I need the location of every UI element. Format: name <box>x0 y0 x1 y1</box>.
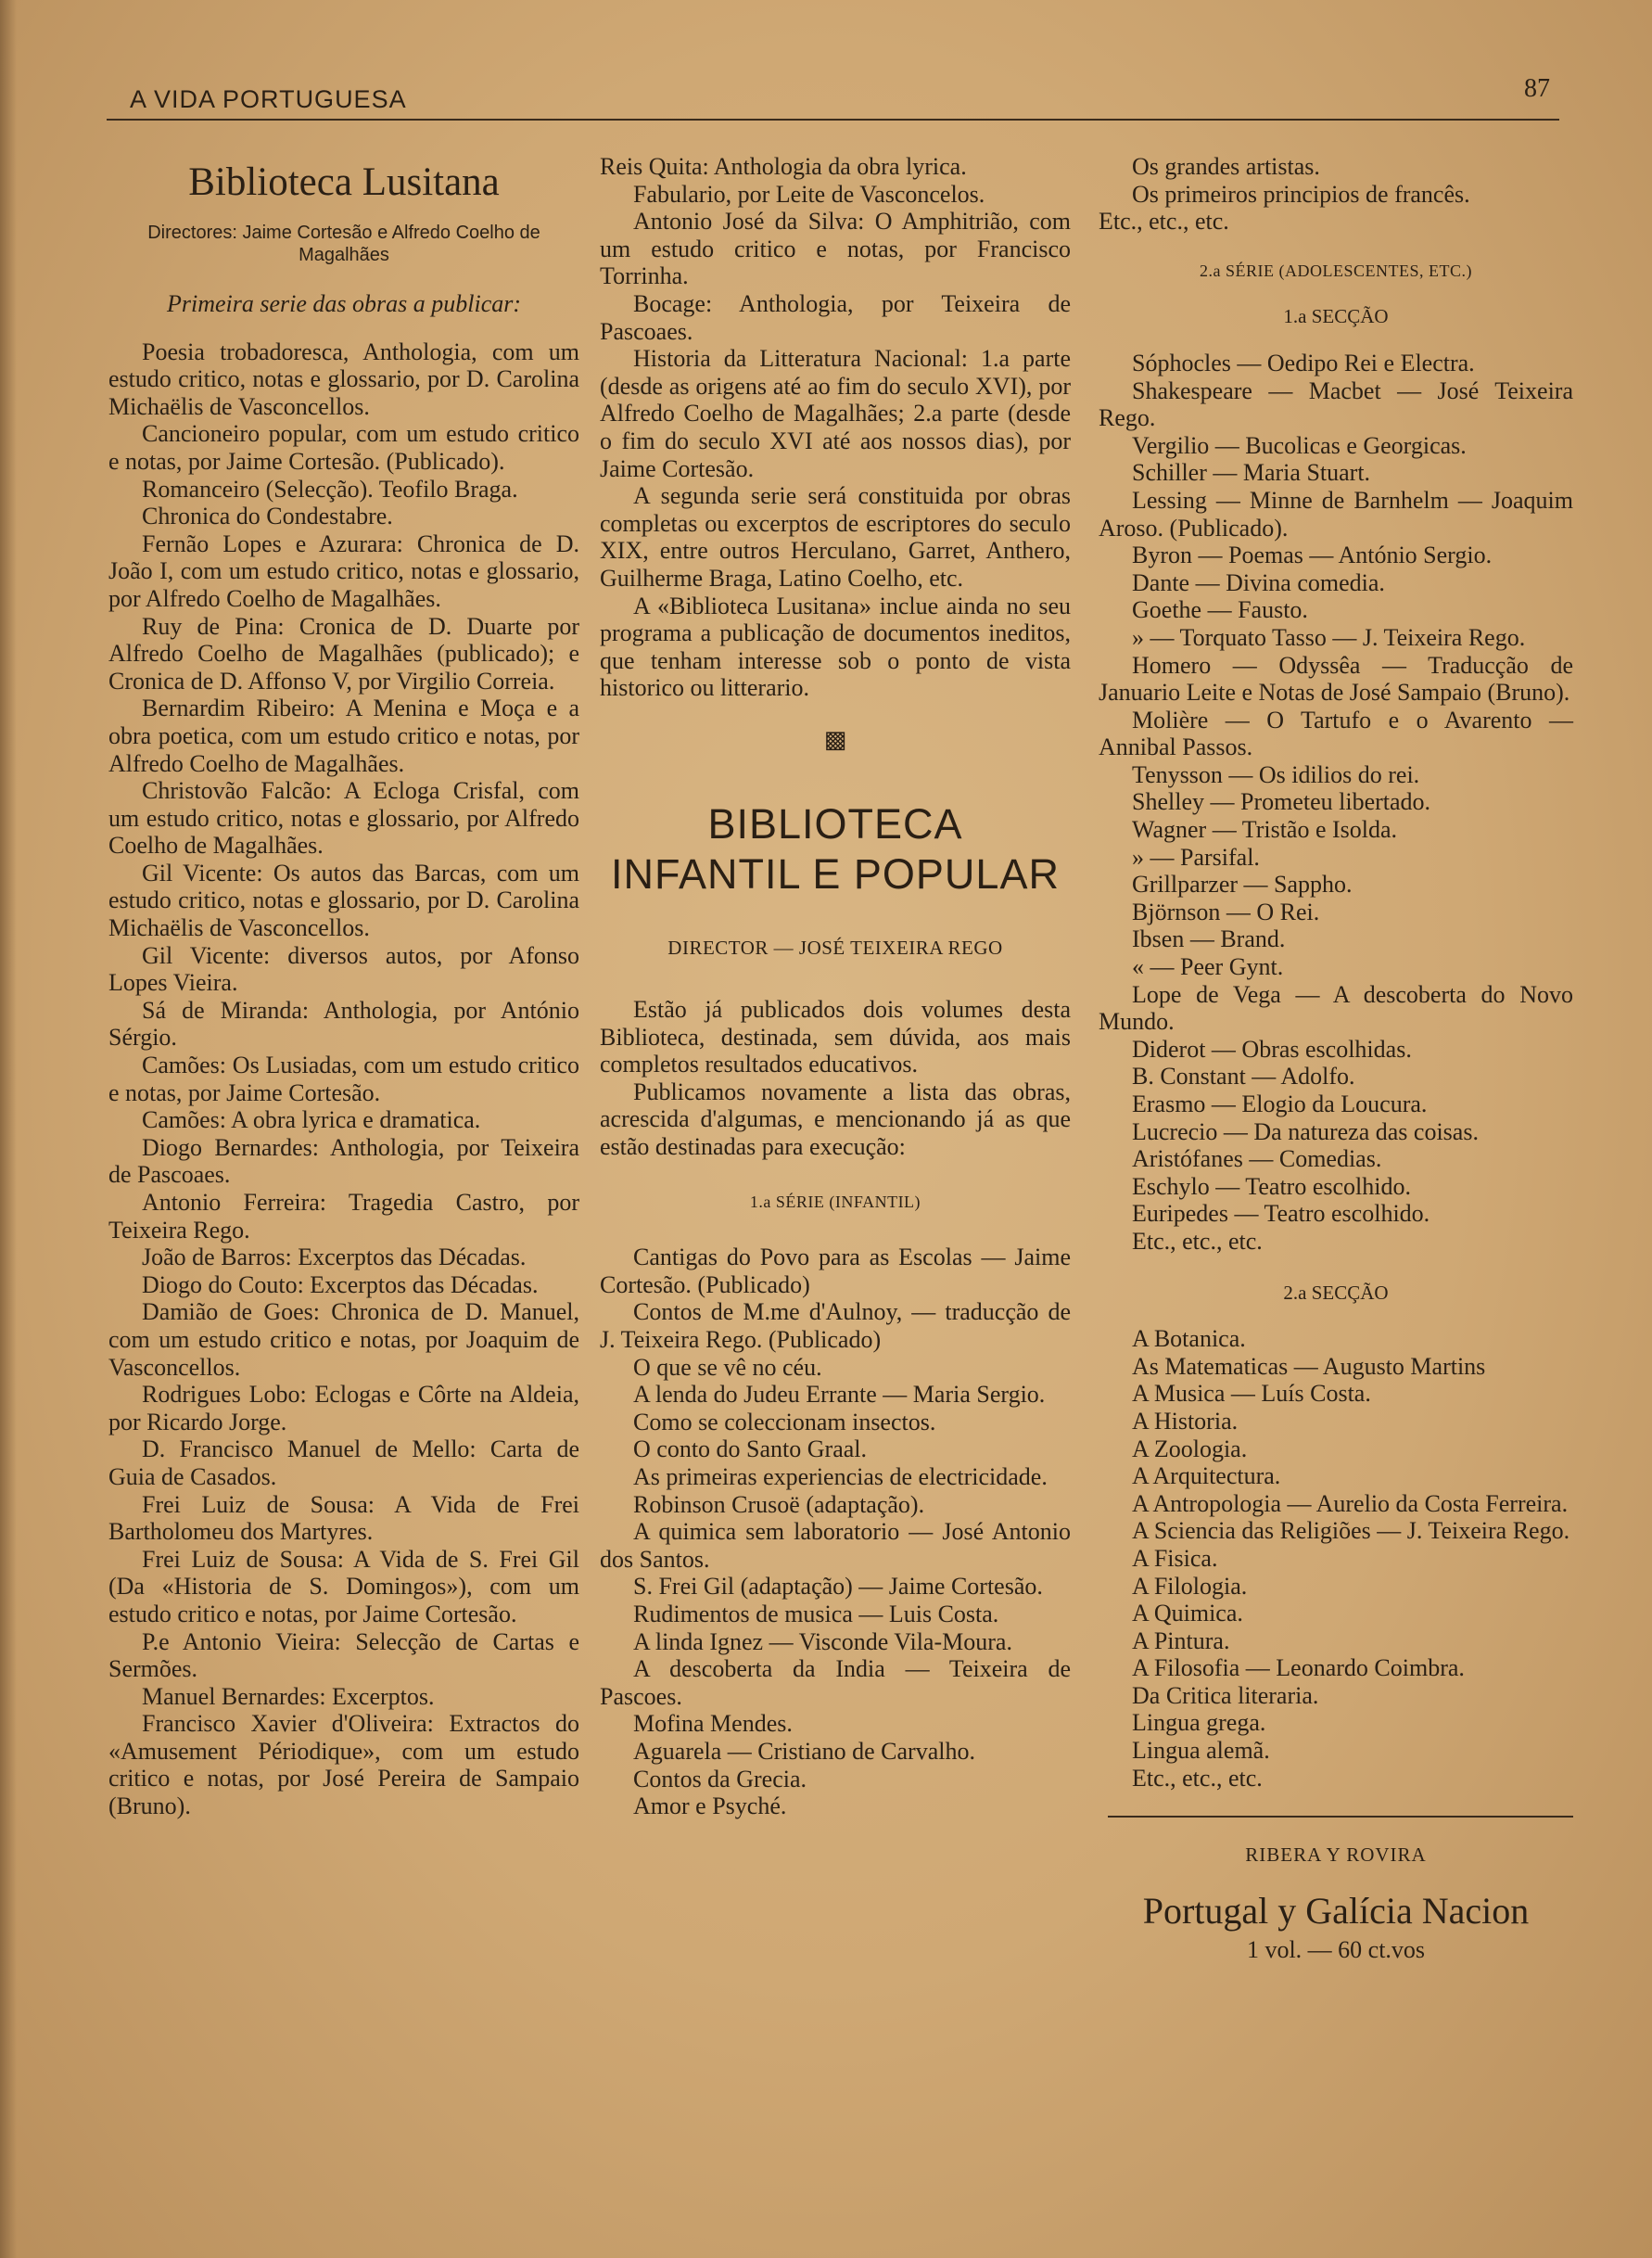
page-header <box>130 74 1559 119</box>
works-list-continued <box>600 153 1071 702</box>
list-item: Goethe — Fausto. <box>1132 596 1308 624</box>
list-item: Manuel Bernardes: Excerptos. <box>142 1682 435 1710</box>
list-item: João de Barros: Excerptos das Décadas. <box>142 1244 527 1271</box>
list-item: Frei Luiz de Sousa: A Vida de Frei Bartholomeu dos Martyres. <box>108 1490 579 1546</box>
list-item: A lenda do Judeu Errante — Maria Sergio. <box>633 1381 1046 1409</box>
serie2-heading: 2.a SÉRIE (ADOLESCENTES, ETC.) <box>1200 261 1472 280</box>
seccao2-list <box>1099 1325 1573 1792</box>
list-item: A Arquitectura. <box>1132 1462 1281 1490</box>
list-item: Fernão Lopes e Azurara: Chronica de D. João I, com um estudo critico, notas e glossario, por Alfredo Coelho de Magalhães. <box>108 529 579 612</box>
list-item: Reis Quita: Anthologia da obra lyrica. <box>600 153 967 180</box>
list-item: Etc., etc., etc. <box>1099 208 1229 236</box>
list-item: A Historia. <box>1132 1407 1239 1435</box>
list-item: Sá de Miranda: Anthologia, por António Sérgio. <box>108 996 579 1052</box>
list-item: O conto do Santo Graal. <box>633 1435 868 1463</box>
list-item: Bocage: Anthologia, por Teixeira de Pascoaes. <box>600 289 1071 345</box>
ornament-icon: ▩ <box>823 725 847 753</box>
seccao2-heading: 2.a SECÇÃO <box>1283 1281 1389 1304</box>
list-item: Diogo Bernardes: Anthologia, por Teixeira de Pascoaes. <box>108 1133 579 1189</box>
list-item: Lucrecio — Da natureza das coisas. <box>1132 1117 1479 1145</box>
list-item: Frei Luiz de Sousa: A Vida de S. Frei Gil (Da «Historia de S. Domingos»), com um estudo critico e notas, por Jaime Cortesão. <box>108 1545 579 1627</box>
column-right <box>1099 153 1573 1963</box>
list-item: A Zoologia. <box>1132 1435 1248 1462</box>
section-title: Biblioteca Lusitana <box>188 160 500 204</box>
list-item: B. Constant — Adolfo. <box>1132 1063 1355 1091</box>
biblioteca-infantil-title <box>600 799 1071 899</box>
list-item: A Musica — Luís Costa. <box>1132 1380 1371 1408</box>
list-item: Antonio José da Silva: O Amphitrião, com um estudo critico e notas, por Francisco Torrinha. <box>600 208 1071 290</box>
advert-price: 1 vol. — 60 ct.vos <box>1246 1935 1426 1963</box>
seccao1-list <box>1099 350 1573 1256</box>
list-item: Rudimentos de musica — Luis Costa. <box>633 1600 999 1627</box>
title-line: INFANTIL E POPULAR <box>611 850 1060 899</box>
list-item: Francisco Xavier d'Oliveira: Extractos do «Amusement Périodique», com um estudo critico e notas, por José Pereira de Sampaio (Bruno). <box>108 1710 579 1820</box>
serie1-list <box>600 1244 1071 1819</box>
list-item: Mofina Mendes. <box>633 1710 793 1738</box>
list-item: Amor e Psyché. <box>633 1792 787 1820</box>
list-item: A Antropologia — Aurelio da Costa Ferreira. <box>1132 1489 1569 1517</box>
list-item: Erasmo — Elogio da Loucura. <box>1132 1091 1428 1117</box>
list-item: Shelley — Prometeu libertado. <box>1132 788 1431 816</box>
list-item: A Fisica. <box>1132 1544 1218 1572</box>
list-item: Eschylo — Teatro escolhido. <box>1132 1172 1411 1200</box>
serie-heading: 1.a SÉRIE (INFANTIL) <box>749 1192 921 1211</box>
list-item: A Botanica. <box>1132 1325 1246 1353</box>
list-item: Estão já publicados dois volumes desta Biblioteca, destinada, sem dúvida, aos mais completos resultados educativos. <box>600 996 1071 1078</box>
list-item: A Quimica. <box>1132 1600 1243 1627</box>
list-item: Ibsen — Brand. <box>1132 925 1286 953</box>
list-item: A Filologia. <box>1132 1572 1248 1600</box>
list-item: Contos da Grecia. <box>633 1765 807 1792</box>
list-item: Rodrigues Lobo: Eclogas e Côrte na Aldeia, por Ricardo Jorge. <box>108 1381 579 1435</box>
list-item: » — Torquato Tasso — J. Teixeira Rego. <box>1132 623 1526 651</box>
list-item: Dante — Divina comedia. <box>1132 568 1385 596</box>
advert-rule <box>1108 1816 1573 1818</box>
advert-authors: RIBERA Y ROVIRA <box>1245 1843 1427 1867</box>
section-subtitle: Primeira serie das obras a publicar: <box>166 290 522 317</box>
seccao1-heading: 1.a SECÇÃO <box>1283 305 1389 328</box>
list-item: Da Critica literaria. <box>1132 1681 1319 1709</box>
serie1-list-continued <box>1099 153 1573 236</box>
list-item: Shakespeare — Macbet — José Teixeira Rego. <box>1099 376 1573 432</box>
list-item: Lingua alemã. <box>1132 1737 1270 1765</box>
list-item: Poesia trobadoresca, Anthologia, com um estudo critico, notas e glossario, por D. Carolina Michaëlis de Vasconcellos. <box>108 338 579 420</box>
list-item: Ruy de Pina: Cronica de D. Duarte por Alfredo Coelho de Magalhães (publicado); e Cronica de D. Affonso V, por Virgilio Correia. <box>108 612 579 695</box>
list-item: Chronica do Condestabre. <box>142 503 393 530</box>
list-item: « — Peer Gynt. <box>1132 953 1284 981</box>
list-item: Camões: A obra lyrica e dramatica. <box>142 1106 481 1134</box>
list-item: A Pintura. <box>1132 1627 1230 1654</box>
list-item: A «Biblioteca Lusitana» inclue ainda no seu programa a publicação de documentos ineditos, que tenham interesse sob o ponto de vista historico ou litterario. <box>600 592 1071 702</box>
advert-title: Portugal y Galícia Nacion <box>1142 1889 1530 1932</box>
running-title: A VIDA PORTUGUESA <box>130 85 407 113</box>
list-item: Cancioneiro popular, com um estudo critico e notas, por Jaime Cortesão. (Publicado). <box>108 420 579 475</box>
list-item: Aristófanes — Comedias. <box>1132 1145 1382 1173</box>
list-item: Björnson — O Rei. <box>1132 898 1320 925</box>
list-item: A Filosofia — Leonardo Coimbra. <box>1132 1654 1465 1682</box>
list-item: Historia da Litteratura Nacional: 1.a parte (desde as origens até ao fim do seculo XVI), por Alfredo Coelho de Magalhães; 2.a parte (desde o fim do seculo XVI até aos nossos dias), por Jaime Cortesão. <box>600 345 1071 482</box>
list-item: Romanceiro (Selecção). Teofilo Braga. <box>142 475 518 503</box>
list-item: Tenysson — Os idilios do rei. <box>1132 760 1420 788</box>
list-item: Vergilio — Bucolicas e Georgicas. <box>1132 431 1467 459</box>
works-list <box>108 338 579 1820</box>
list-item: Grillparzer — Sappho. <box>1132 871 1353 899</box>
column-middle <box>600 153 1071 1820</box>
list-item: Diderot — Obras escolhidas. <box>1132 1035 1412 1063</box>
list-item: A descoberta da India — Teixeira de Pascoes. <box>600 1655 1071 1710</box>
list-item: Robinson Crusoë (adaptação). <box>633 1490 925 1518</box>
header-rule <box>107 119 1559 121</box>
list-item: Cantigas do Povo para as Escolas — Jaime Cortesão. (Publicado) <box>600 1244 1071 1298</box>
list-item: P.e Antonio Vieira: Selecção de Cartas e Sermões. <box>108 1627 579 1683</box>
list-item: Fabulario, por Leite de Vasconcelos. <box>633 180 985 208</box>
list-item: Contos de M.me d'Aulnoy, — traducção de J. Teixeira Rego. (Publicado) <box>600 1298 1071 1353</box>
title-line: BIBLIOTECA <box>707 800 963 848</box>
director-line: DIRECTOR — JOSÉ TEIXEIRA REGO <box>667 937 1003 960</box>
intro-paragraphs <box>600 996 1071 1161</box>
list-item: Byron — Poemas — António Sergio. <box>1132 542 1493 569</box>
list-item: Euripedes — Teatro escolhido. <box>1132 1200 1430 1228</box>
list-item: A Sciencia das Religiões — J. Teixeira Rego. <box>1132 1517 1570 1545</box>
list-item: O que se vê no céu. <box>633 1353 822 1381</box>
list-item: Sóphocles — Oedipo Rei e Electra. <box>1132 349 1475 376</box>
list-item: D. Francisco Manuel de Mello: Carta de Guia de Casados. <box>108 1435 579 1490</box>
column-biblioteca-lusitana <box>108 153 579 1820</box>
page-edge-shadow <box>0 0 17 2258</box>
list-item: Lingua grega. <box>1132 1709 1266 1737</box>
list-item: Gil Vicente: diversos autos, por Afonso Lopes Vieira. <box>108 941 579 997</box>
list-item: Wagner — Tristão e Isolda. <box>1132 816 1398 844</box>
list-item: Os primeiros principios de francês. <box>1132 180 1470 208</box>
list-item: Molière — O Tartufo e o Avarento — Annibal Passos. <box>1099 706 1573 761</box>
list-item: As Matematicas — Augusto Martins <box>1132 1352 1486 1380</box>
list-item: Camões: Os Lusiadas, com um estudo critico e notas, por Jaime Cortesão. <box>108 1052 579 1106</box>
list-item: Damião de Goes: Chronica de D. Manuel, com um estudo critico e notas, por Joaquim de Vasconcellos. <box>108 1298 579 1381</box>
list-item: Lessing — Minne de Barnhelm — Joaquim Aroso. (Publicado). <box>1099 486 1573 542</box>
list-item: » — Parsifal. <box>1132 843 1260 871</box>
list-item: Etc., etc., etc. <box>1132 1227 1263 1255</box>
list-item: Bernardim Ribeiro: A Menina e Moça e a obra poetica, com um estudo critico e notas, por Alfredo Coelho de Magalhães. <box>108 695 579 777</box>
list-item: A segunda serie será constituida por obras completas ou excerptos de escriptores do seculo XIX, entre outros Herculano, Garret, Anthero, Guilherme Braga, Latino Coelho, etc. <box>600 482 1071 592</box>
list-item: S. Frei Gil (adaptação) — Jaime Cortesão. <box>633 1573 1043 1601</box>
directors-line: Directores: Jaime Cortesão e Alfredo Coelho de Magalhães <box>147 223 540 265</box>
list-item: Gil Vicente: Os autos das Barcas, com um estudo critico, notas e glossario, por D. Carolina Michaëlis de Vasconcellos. <box>108 859 579 942</box>
list-item: Como se coleccionam insectos. <box>633 1408 936 1435</box>
list-item: A linda Ignez — Visconde Vila-Moura. <box>633 1627 1012 1655</box>
list-item: Lope de Vega — A descoberta do Novo Mundo. <box>1099 980 1573 1036</box>
list-item: Diogo do Couto: Excerptos das Décadas. <box>142 1270 539 1298</box>
list-item: Christovão Falcão: A Ecloga Crisfal, com um estudo critico, notas e glossario, por Alfredo Coelho de Magalhães. <box>108 777 579 860</box>
list-item: Antonio Ferreira: Tragedia Castro, por Teixeira Rego. <box>108 1189 579 1244</box>
list-item: Homero — Odyssêa — Traducção de Januario Leite e Notas de José Sampaio (Bruno). <box>1099 651 1573 707</box>
list-item: As primeiras experiencias de electricidade. <box>633 1462 1048 1490</box>
list-item: A quimica sem laboratorio — José Antonio dos Santos. <box>600 1518 1071 1573</box>
page-number: 87 <box>1524 74 1550 103</box>
list-item: Aguarela — Cristiano de Carvalho. <box>633 1737 975 1765</box>
list-item: Publicamos novamente a lista das obras, acrescida d'algumas, e mencionando já as que estão destinadas para execução: <box>600 1078 1071 1161</box>
list-item: Os grandes artistas. <box>1132 153 1320 180</box>
list-item: Schiller — Maria Stuart. <box>1132 459 1371 487</box>
list-item: Etc., etc., etc. <box>1132 1764 1263 1792</box>
